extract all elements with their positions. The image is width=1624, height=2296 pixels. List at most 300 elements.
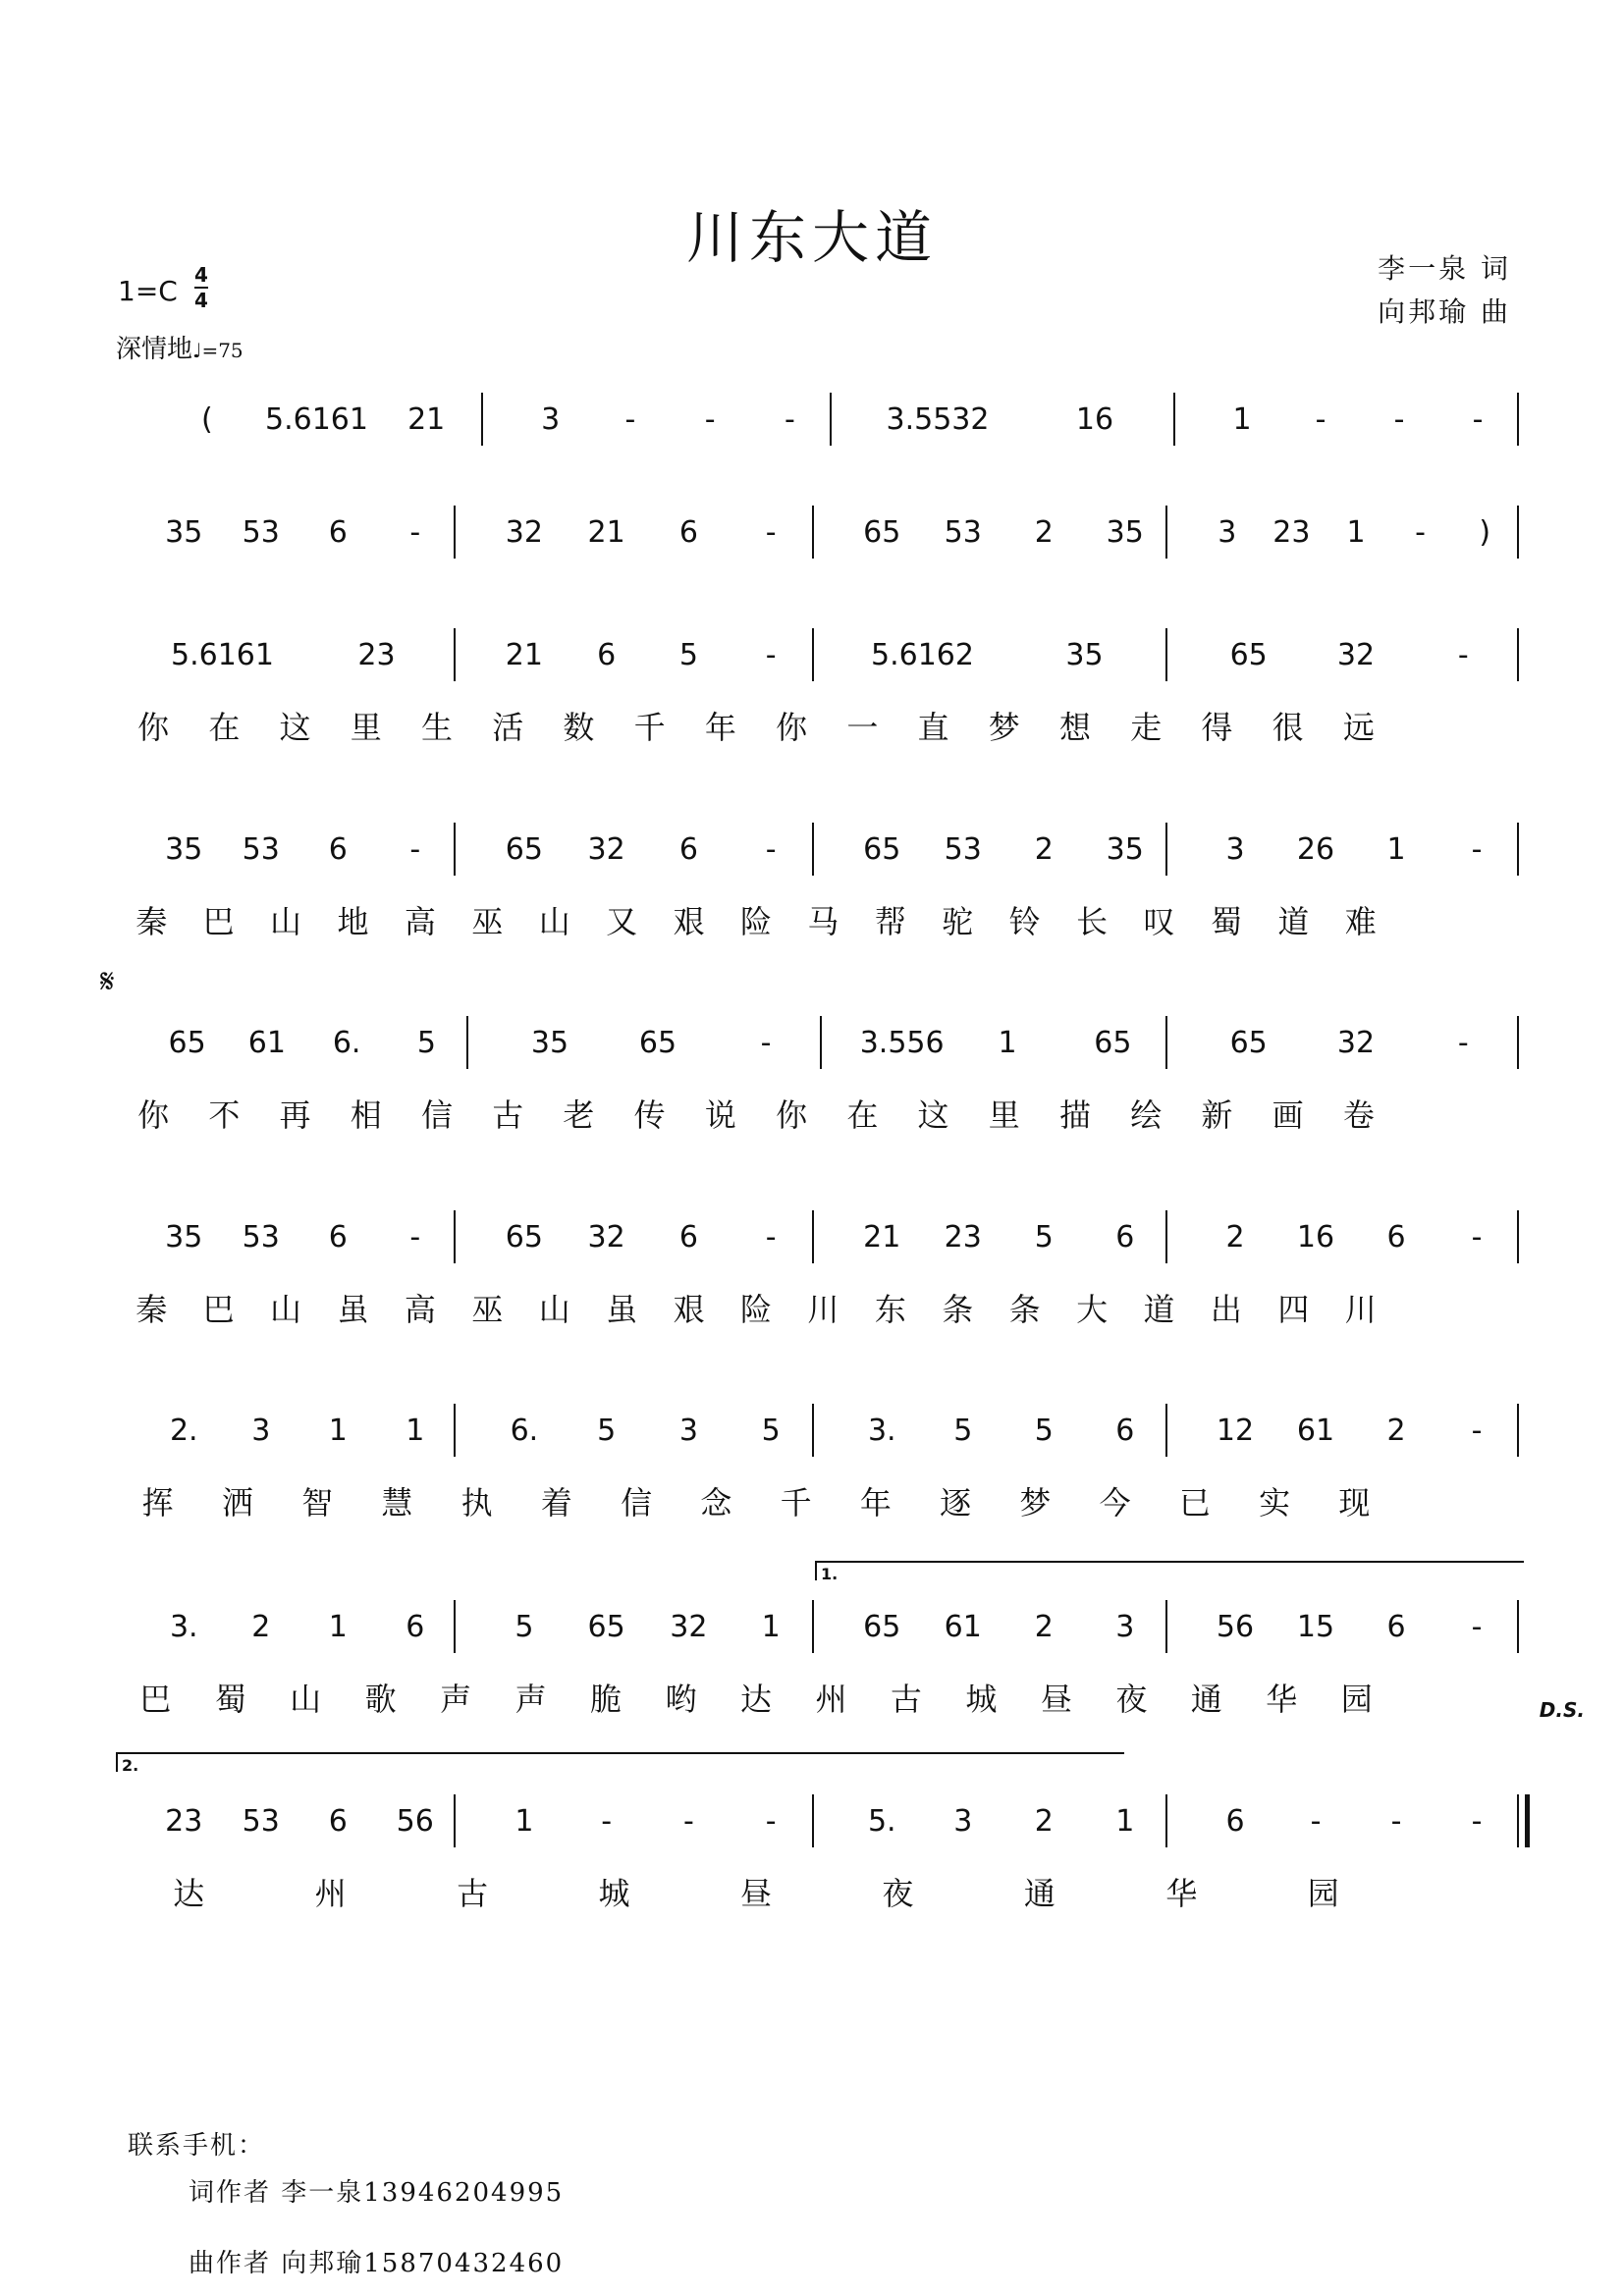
bar-line [812, 1210, 814, 1263]
lyric-char: 描 [1058, 1096, 1092, 1134]
note-group: 6 [597, 638, 617, 672]
lyric-char: 州 [314, 1875, 347, 1912]
note-group: - [1457, 1026, 1469, 1060]
lyric-char: 园 [1307, 1875, 1339, 1912]
lyric-char: 园 [1340, 1681, 1373, 1718]
note-group: 5 [1034, 1220, 1054, 1255]
note-group: 5 [761, 1414, 781, 1448]
note-group: 5.6161 [265, 402, 368, 437]
lyric-char: 这 [279, 709, 311, 746]
note-group: 1 [1115, 1804, 1135, 1839]
score-system [0, 1610, 1624, 1737]
lyric-char: 山 [270, 1291, 302, 1328]
note-group: 3 [1225, 832, 1245, 867]
lyric-char: 梦 [1019, 1484, 1052, 1522]
lyric-char: 道 [1277, 903, 1310, 940]
lyric-char: 秦 [135, 1291, 168, 1328]
note-group: 65 [587, 1610, 625, 1644]
note-group: - [1393, 402, 1405, 437]
lyric-char: 华 [1165, 1875, 1198, 1912]
note-group: 3. [169, 1610, 198, 1644]
lyric-char: 一 [846, 709, 879, 746]
lyric-char: 巴 [202, 903, 235, 940]
note-group: - [409, 1220, 421, 1255]
note-group: 6 [1225, 1804, 1245, 1839]
bar-line [812, 1794, 814, 1847]
lyric-char: 条 [942, 1291, 974, 1328]
lyric-char: 巫 [471, 1291, 504, 1328]
bar-line [1165, 823, 1167, 876]
note-group: - [784, 402, 795, 437]
lyric-char: 虽 [337, 1291, 369, 1328]
lyric-char: 已 [1178, 1484, 1211, 1522]
lyric-char: 条 [1008, 1291, 1041, 1328]
note-group: 3.556 [859, 1026, 945, 1060]
bar-line [812, 506, 814, 559]
note-group: 26 [1296, 832, 1335, 867]
note-group: - [1457, 638, 1469, 672]
lyric-char: 道 [1143, 1291, 1175, 1328]
score-system [0, 515, 1624, 643]
lyric-char: 叹 [1143, 903, 1175, 940]
note-group: 3 [678, 1414, 698, 1448]
lyric-char: 又 [606, 903, 638, 940]
lyric-char: 智 [301, 1484, 334, 1522]
note-group: 32 [1336, 638, 1376, 672]
lyric-char: 州 [815, 1681, 847, 1718]
note-group: 5 [514, 1610, 534, 1644]
lyric-char: 川 [807, 1291, 839, 1328]
note-group: 35 [1065, 638, 1104, 672]
note-group: 1 [514, 1804, 534, 1839]
note-group: 5.6162 [871, 638, 974, 672]
lyric-char: 昼 [739, 1875, 773, 1912]
bar-line [1165, 506, 1167, 559]
lyric-char: 卷 [1342, 1096, 1375, 1134]
score-system [0, 1026, 1624, 1153]
note-group: - [409, 515, 421, 550]
volta-second-label: 2. [122, 1756, 139, 1775]
bar-line [1517, 506, 1519, 559]
lyric-char: 城 [598, 1875, 630, 1912]
note-group: 5.6161 [171, 638, 274, 672]
lyric-char: 数 [563, 709, 595, 746]
note-group: 61 [247, 1026, 286, 1060]
lyric-char: 哟 [665, 1681, 697, 1718]
note-group: - [1390, 1804, 1402, 1839]
note-group: 21 [505, 638, 543, 672]
score-system [0, 1804, 1624, 1932]
lyric-char: 远 [1342, 709, 1375, 746]
note-group: 5 [597, 1414, 617, 1448]
bar-line [454, 1600, 456, 1653]
lyric-char: 险 [739, 903, 773, 940]
note-group: 6 [678, 1220, 698, 1255]
key-signature: 1=C [118, 275, 178, 307]
note-group: 65 [863, 1610, 901, 1644]
lyric-char: 在 [208, 709, 241, 746]
bar-line [1517, 628, 1519, 681]
note-group: 6 [328, 832, 348, 867]
note-group: 3 [251, 1414, 271, 1448]
lyric-char: 你 [776, 1096, 808, 1134]
note-group: 35 [165, 832, 203, 867]
lyric-char: 夜 [882, 1875, 914, 1912]
volta-first-ending [815, 1561, 1524, 1583]
segno-sign: 𝄋 [100, 962, 115, 1001]
note-group: - [1310, 1804, 1322, 1839]
lyric-char: 画 [1272, 1096, 1304, 1134]
lyric-char: 大 [1076, 1291, 1109, 1328]
lyric-char: 通 [1023, 1875, 1056, 1912]
bar-line [454, 1404, 456, 1457]
note-group: - [409, 832, 421, 867]
lyric-char: 巴 [202, 1291, 235, 1328]
lyric-char: 古 [890, 1681, 922, 1718]
bar-line [1165, 1600, 1167, 1653]
bar-line [1165, 1404, 1167, 1457]
lyric-char: 你 [776, 709, 808, 746]
lyric-char: 慧 [381, 1484, 413, 1522]
composer-credit: 向邦瑜 曲 [1378, 295, 1511, 328]
lyric-char: 巫 [471, 903, 504, 940]
note-group: 35 [165, 1220, 203, 1255]
lyric-char: 信 [621, 1484, 653, 1522]
tempo-value: =75 [201, 339, 244, 362]
lyric-char: 难 [1344, 903, 1377, 940]
lyric-char: 今 [1099, 1484, 1131, 1522]
lyric-char: 虽 [606, 1291, 638, 1328]
lyric-char: 想 [1058, 709, 1092, 746]
note-group: - [1415, 515, 1427, 550]
lyric-char: 实 [1259, 1484, 1291, 1522]
note-group: 32 [1336, 1026, 1376, 1060]
note-group: 15 [1296, 1610, 1335, 1644]
lyric-char: 很 [1272, 709, 1304, 746]
bar-line [1517, 1404, 1519, 1457]
note-group: 53 [944, 515, 982, 550]
note-group: 61 [944, 1610, 982, 1644]
bar-line [454, 506, 456, 559]
note-group: - [624, 402, 636, 437]
lyric-char: 洒 [221, 1484, 253, 1522]
lyric-char: 在 [846, 1096, 879, 1134]
note-group: 6 [328, 1804, 348, 1839]
page-title: 川东大道 [685, 204, 938, 271]
bar-line [454, 823, 456, 876]
lyric-char: 声 [440, 1681, 472, 1718]
lyric-char: 地 [337, 903, 369, 940]
lyric-char: 梦 [988, 709, 1020, 746]
bar-line [481, 393, 483, 446]
note-group: - [760, 1026, 772, 1060]
note-group: 23 [1272, 515, 1311, 550]
volta-second-ending [116, 1752, 1124, 1775]
lyric-char: 你 [137, 709, 170, 746]
note-group: 1 [1346, 515, 1366, 550]
lyric-char: 执 [460, 1484, 493, 1522]
note-group: 6 [406, 1610, 425, 1644]
note-group: 2 [1034, 1804, 1054, 1839]
contact-lyricist: 词作者 李一泉13946204995 [189, 2178, 565, 2208]
lyric-char: 声 [514, 1681, 547, 1718]
lyric-char: 艰 [673, 1291, 705, 1328]
lyric-char: 千 [780, 1484, 812, 1522]
note-group: 65 [1229, 638, 1268, 672]
note-group: ( [200, 402, 213, 437]
note-group: - [765, 638, 777, 672]
lyric-char: 生 [420, 709, 454, 746]
note-group: 6 [678, 832, 698, 867]
bar-line [1165, 1794, 1167, 1847]
lyric-char: 你 [137, 1096, 170, 1134]
lyricist-credit: 李一泉 词 [1378, 252, 1511, 285]
lyric-char: 驼 [942, 903, 974, 940]
note-group: 65 [505, 832, 543, 867]
score-system [0, 832, 1624, 960]
bar-line [1517, 1794, 1519, 1847]
note-group: 23 [944, 1220, 982, 1255]
volta-first-label: 1. [821, 1565, 839, 1583]
lyric-char: 逐 [940, 1484, 972, 1522]
note-group: 35 [1106, 515, 1144, 550]
lyric-char: 高 [404, 903, 436, 940]
lyric-char: 得 [1201, 709, 1233, 746]
lyric-char: 传 [633, 1096, 666, 1134]
time-signature [194, 263, 208, 312]
note-group: 6 [328, 1220, 348, 1255]
lyric-char: 活 [492, 709, 524, 746]
note-group: 5 [678, 638, 698, 672]
note-group: 53 [242, 515, 280, 550]
note-group: - [601, 1804, 613, 1839]
contact-header: 联系手机： [128, 2131, 266, 2161]
bar-line [1517, 1016, 1519, 1069]
note-group: - [765, 1804, 777, 1839]
note-group: 32 [587, 1220, 625, 1255]
note-group: 32 [505, 515, 543, 550]
bar-line [1165, 1210, 1167, 1263]
lyric-char: 挥 [141, 1484, 174, 1522]
lyric-char: 长 [1076, 903, 1109, 940]
lyric-char: 夜 [1115, 1681, 1148, 1718]
lyric-char: 说 [704, 1096, 736, 1134]
note-group: 5 [953, 1414, 973, 1448]
note-group: 21 [407, 402, 446, 437]
lyric-char: 不 [208, 1096, 241, 1134]
note-group: 35 [530, 1026, 569, 1060]
lyric-char: 念 [700, 1484, 732, 1522]
note-group: - [1471, 1220, 1483, 1255]
lyric-char: 直 [917, 709, 949, 746]
bar-line [1173, 393, 1175, 446]
bar-line [812, 823, 814, 876]
note-group: 5. [867, 1804, 896, 1839]
bar-line [1517, 823, 1519, 876]
note-group: 2 [1225, 1220, 1245, 1255]
bar-line [812, 1404, 814, 1457]
note-group: - [765, 515, 777, 550]
note-group: 16 [1296, 1220, 1335, 1255]
lyric-char: 昼 [1040, 1681, 1072, 1718]
lyric-char: 秦 [135, 903, 168, 940]
note-group: 12 [1216, 1414, 1255, 1448]
note-group: - [1471, 832, 1483, 867]
lyric-char: 山 [290, 1681, 322, 1718]
lyric-char: 这 [917, 1096, 949, 1134]
contact-composer: 曲作者 向邦瑜15870432460 [189, 2249, 565, 2278]
note-group: 1 [1386, 832, 1406, 867]
note-group: - [1471, 1804, 1483, 1839]
lyric-char: 蜀 [1210, 903, 1242, 940]
lyric-char: 马 [807, 903, 839, 940]
note-group: 3. [867, 1414, 896, 1448]
time-signature-bottom: 4 [194, 289, 208, 312]
note-group: 3 [1218, 515, 1237, 550]
tempo-marking [116, 329, 244, 365]
note-group: 53 [242, 1220, 280, 1255]
note-group: - [765, 832, 777, 867]
note-group: 23 [165, 1804, 203, 1839]
ds-mark: D.S. [1539, 1698, 1585, 1722]
lyric-char: 华 [1266, 1681, 1298, 1718]
note-group: 2 [1386, 1414, 1406, 1448]
lyric-char: 达 [739, 1681, 773, 1718]
lyric-char: 达 [173, 1875, 205, 1912]
lyric-char: 铃 [1008, 903, 1041, 940]
final-barline [1525, 1794, 1530, 1847]
note-group: - [1471, 1414, 1483, 1448]
note-group: 56 [396, 1804, 434, 1839]
lyric-char: 千 [633, 709, 666, 746]
bar-line [820, 1016, 822, 1069]
note-group: 3 [1115, 1610, 1135, 1644]
note-group: 35 [165, 515, 203, 550]
lyric-char: 里 [350, 709, 382, 746]
lyric-char: 古 [457, 1875, 489, 1912]
note-group: 6. [510, 1414, 539, 1448]
bar-line [466, 1016, 468, 1069]
note-group: 6 [1386, 1220, 1406, 1255]
lyric-char: 绘 [1130, 1096, 1163, 1134]
note-group: 61 [1296, 1414, 1335, 1448]
note-group: 3 [953, 1804, 973, 1839]
note-group: 35 [1106, 832, 1144, 867]
lyric-char: 现 [1338, 1484, 1371, 1522]
lyric-char: 古 [492, 1096, 524, 1134]
note-group: 3.5532 [886, 402, 990, 437]
note-group: - [682, 1804, 694, 1839]
lyric-char: 新 [1201, 1096, 1233, 1134]
lyric-char: 帮 [874, 903, 906, 940]
note-group: 65 [1094, 1026, 1132, 1060]
note-group: 32 [670, 1610, 708, 1644]
note-group: 53 [242, 1804, 280, 1839]
bar-line [454, 1210, 456, 1263]
note-group: ) [1479, 515, 1491, 550]
note-group: 23 [357, 638, 396, 672]
lyric-char: 山 [270, 903, 302, 940]
bar-line [454, 628, 456, 681]
lyric-char: 着 [540, 1484, 572, 1522]
lyric-char: 脆 [590, 1681, 623, 1718]
quarter-note-icon: ♩ [192, 339, 202, 362]
score-system [0, 638, 1624, 766]
note-group: 2 [1034, 832, 1054, 867]
note-group: 5 [416, 1026, 436, 1060]
lyric-char: 信 [420, 1096, 454, 1134]
note-group: 6 [1115, 1414, 1135, 1448]
note-group: 21 [587, 515, 625, 550]
bar-line [1517, 1210, 1519, 1263]
note-group: - [1315, 402, 1326, 437]
lyric-char: 巴 [139, 1681, 172, 1718]
note-group: - [765, 1220, 777, 1255]
note-group: - [704, 402, 716, 437]
bar-line [454, 1794, 456, 1847]
lyric-char: 艰 [673, 903, 705, 940]
note-group: 1 [1232, 402, 1252, 437]
lyric-char: 川 [1344, 1291, 1377, 1328]
note-group: 1 [328, 1610, 348, 1644]
lyric-char: 山 [538, 903, 570, 940]
note-group: 2 [1034, 515, 1054, 550]
lyric-char: 通 [1190, 1681, 1222, 1718]
bar-line [1165, 1016, 1167, 1069]
score-system [0, 1414, 1624, 1541]
note-group: 65 [863, 515, 901, 550]
note-group: 65 [638, 1026, 677, 1060]
lyric-char: 里 [988, 1096, 1020, 1134]
note-group: 3 [541, 402, 561, 437]
lyric-char: 走 [1130, 709, 1163, 746]
note-group: 21 [863, 1220, 901, 1255]
lyric-char: 再 [279, 1096, 311, 1134]
note-group: 65 [505, 1220, 543, 1255]
note-group: 65 [863, 832, 901, 867]
bar-line [830, 393, 832, 446]
note-group: 1 [406, 1414, 425, 1448]
note-group: 1 [761, 1610, 781, 1644]
lyric-char: 高 [404, 1291, 436, 1328]
note-group: 56 [1216, 1610, 1255, 1644]
note-group: 5 [1034, 1414, 1054, 1448]
lyric-char: 险 [739, 1291, 773, 1328]
lyric-char: 东 [874, 1291, 906, 1328]
note-group: 2 [1034, 1610, 1054, 1644]
lyric-char: 年 [704, 709, 736, 746]
lyric-char: 出 [1210, 1291, 1242, 1328]
note-group: 2. [169, 1414, 198, 1448]
lyric-char: 四 [1277, 1291, 1310, 1328]
lyric-char: 年 [859, 1484, 892, 1522]
note-group: 6 [328, 515, 348, 550]
note-group: - [1472, 402, 1484, 437]
lyric-char: 老 [563, 1096, 595, 1134]
note-group: 6 [1386, 1610, 1406, 1644]
lyric-char: 相 [350, 1096, 382, 1134]
lyric-char: 城 [965, 1681, 998, 1718]
note-group: 6 [678, 515, 698, 550]
tempo-expression: 深情地 [116, 335, 193, 364]
bar-line [1517, 393, 1519, 446]
bar-line [812, 628, 814, 681]
lyric-char: 歌 [364, 1681, 397, 1718]
lyric-char: 山 [538, 1291, 570, 1328]
note-group: 6. [332, 1026, 361, 1060]
note-group: 1 [328, 1414, 348, 1448]
time-signature-top: 4 [194, 263, 208, 287]
